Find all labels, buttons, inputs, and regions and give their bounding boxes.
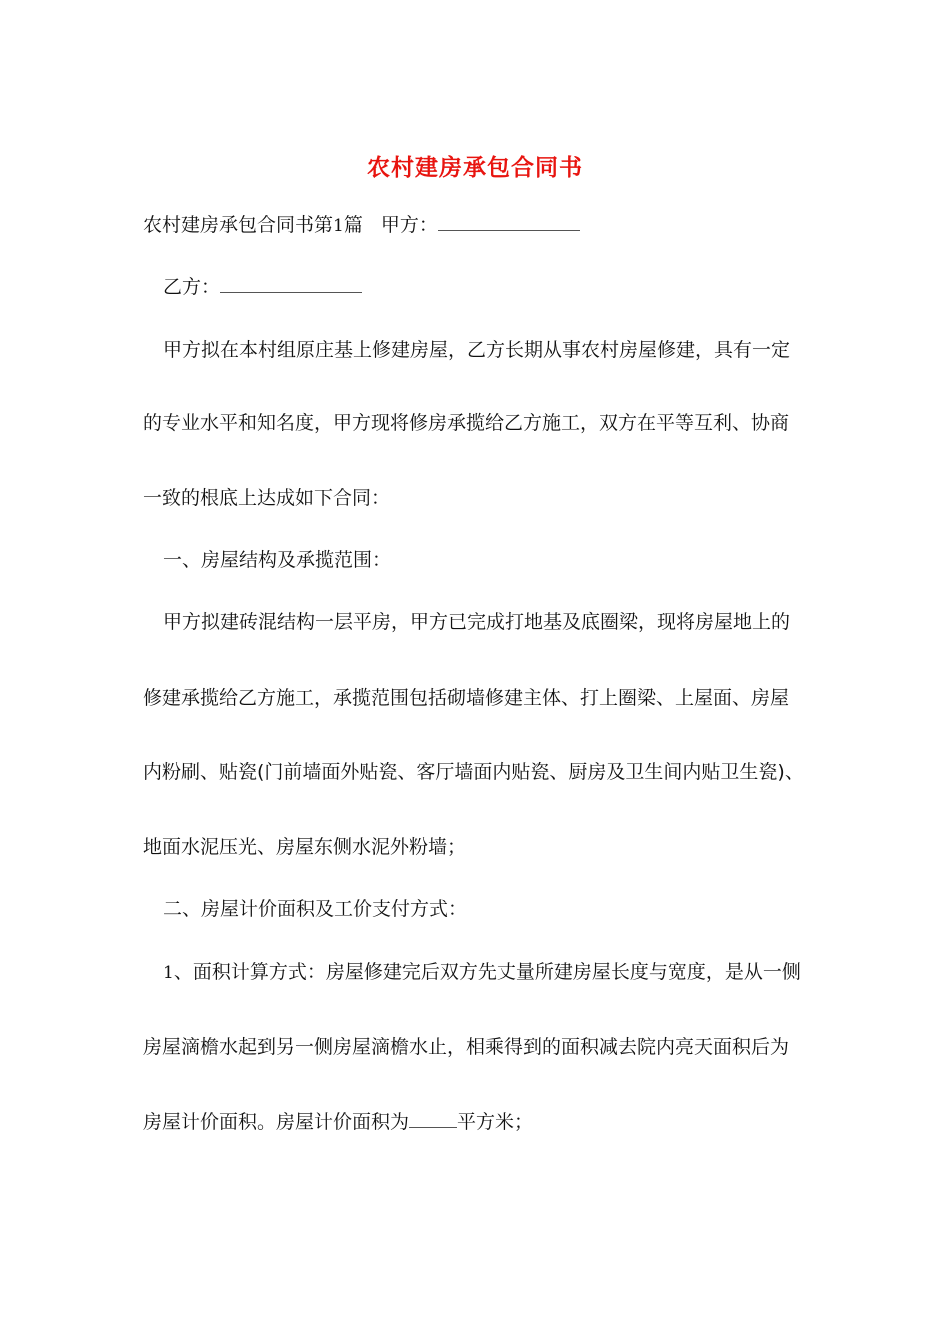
party-a-label: 甲方： [380, 214, 438, 236]
paragraph-line: 内粉刷、贴瓷(门前墙面外贴瓷、客厅墙面内贴瓷、厨房及卫生间内贴卫生瓷)、 [143, 761, 804, 783]
header-prefix: 农村建房承包合同书第 [143, 214, 334, 236]
paragraph-line: 地面水泥压光、房屋东侧水泥外粉墙； [143, 836, 467, 858]
header-line [143, 210, 580, 240]
area-blank [409, 1107, 457, 1128]
party-b-blank [220, 272, 362, 293]
item-number: 1 [163, 963, 174, 983]
party-b-label: 乙方： [163, 276, 221, 298]
area-prefix: 房屋计价面积。房屋计价面积为 [143, 1111, 410, 1133]
section-heading-2: 二、房屋计价面积及工价支付方式： [163, 898, 468, 920]
area-suffix: 平方米； [457, 1111, 534, 1133]
paragraph-line: 一致的根底上达成如下合同： [143, 487, 391, 509]
paragraph-line: 房屋滴檐水起到另一侧房屋滴檐水止，相乘得到的面积减去院内亮天面积后为 [143, 1036, 790, 1058]
document-title: 农村建房承包合同书 [367, 154, 583, 181]
item-1-text: 、面积计算方式：房屋修建完后双方先丈量所建房屋长度与宽度，是从一侧 [173, 961, 801, 983]
item-1-line [163, 958, 801, 987]
party-b-line [163, 272, 362, 301]
paragraph-line: 甲方拟在本村组原庄基上修建房屋，乙方长期从事农村房屋修建，具有一定 [163, 339, 791, 361]
chapter-number: 1 [333, 216, 344, 236]
paragraph-line: 甲方拟建砖混结构一层平房，甲方已完成打地基及底圈梁，现将房屋地上的 [163, 611, 791, 633]
section-heading-1: 一、房屋结构及承揽范围： [163, 549, 392, 571]
party-a-blank [438, 210, 580, 231]
header-suffix: 篇 [343, 214, 363, 236]
paragraph-line: 修建承揽给乙方施工，承揽范围包括砌墙修建主体、打上圈梁、上屋面、房屋 [143, 687, 790, 709]
area-line [143, 1107, 533, 1136]
paragraph-line: 的专业水平和知名度，甲方现将修房承揽给乙方施工，双方在平等互利、协商 [143, 412, 790, 434]
